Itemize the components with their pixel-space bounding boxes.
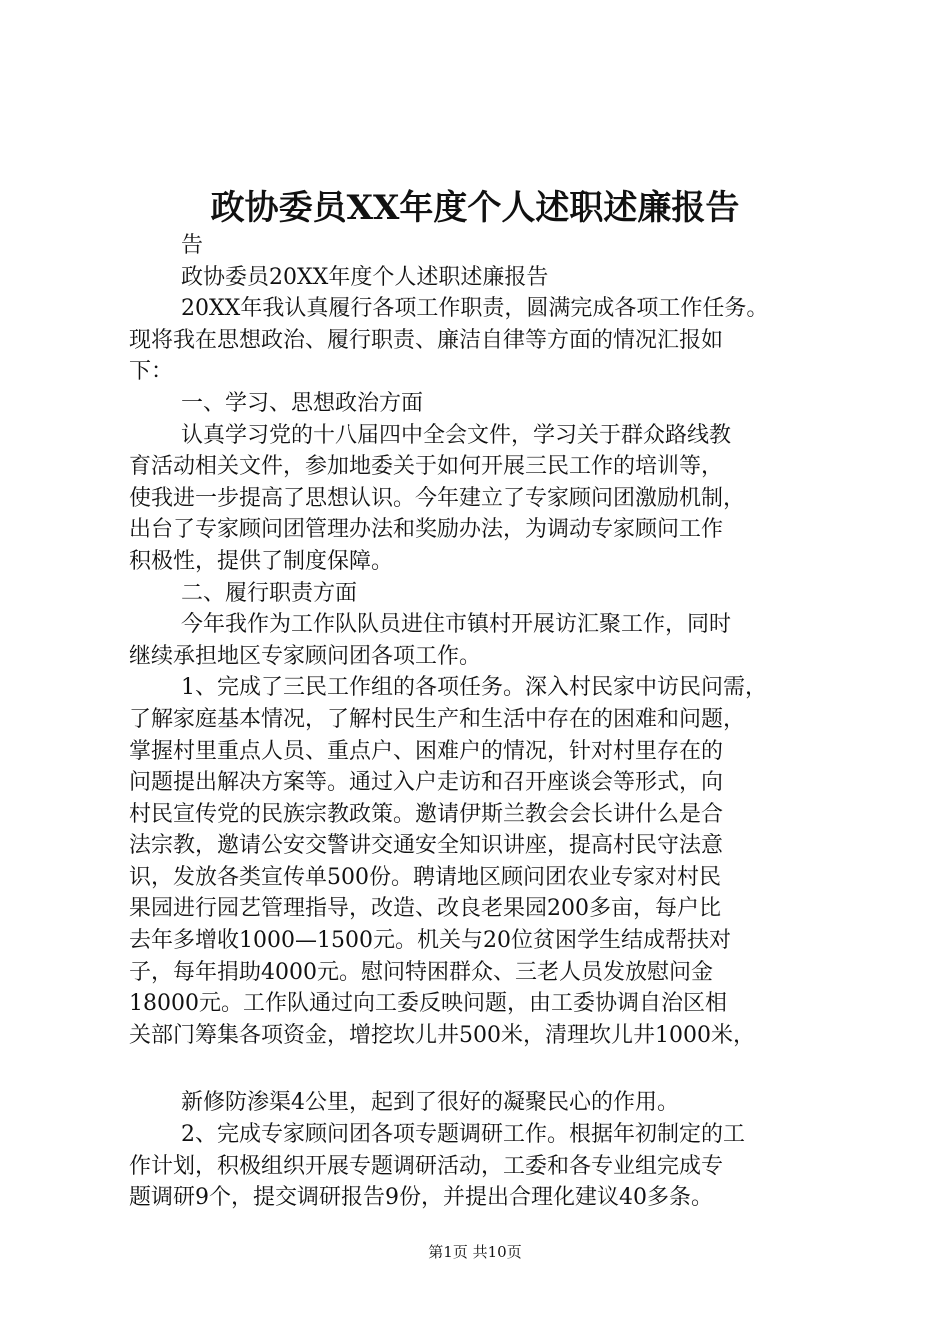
paragraph-line: 现将我在思想政治、履行职责、廉洁自律等方面的情况汇报如 — [129, 327, 724, 353]
paragraph-line: 下： — [129, 359, 174, 385]
paragraph-line: 了解家庭基本情况，了解村民生产和生活中存在的困难和问题， — [129, 706, 746, 732]
section-heading: 一、学习、思想政治方面 — [181, 390, 424, 416]
page-number-footer: 第1页 共10页 — [428, 1243, 522, 1261]
paragraph-gap — [129, 1051, 851, 1087]
paragraph-line: 果园进行园艺管理指导，改造、改良老果园200多亩，每户比 — [129, 896, 721, 922]
paragraph-line: 今年我作为工作队队员进住市镇村开展访汇聚工作，同时 — [181, 612, 732, 638]
paragraph-line: 法宗教，邀请公安交警讲交通安全知识讲座，提高村民守法意 — [129, 833, 724, 859]
paragraph-line: 20XX年我认真履行各项工作职责，圆满完成各项工作任务。 — [181, 296, 769, 322]
paragraph-line: 识，发放各类宣传单500份。聘请地区顾问团农业专家对村民 — [129, 864, 721, 890]
paragraph-line: 认真学习党的十八届四中全会文件，学习关于群众路线教 — [181, 422, 732, 448]
paragraph-line: 子，每年捐助4000元。慰问特困群众、三老人员发放慰问金 — [129, 959, 713, 985]
document-title: 政协委员XX年度个人述职述廉报告 — [210, 188, 740, 228]
paragraph-line: 继续承担地区专家顾问团各项工作。 — [129, 643, 482, 669]
paragraph-line: 去年多增收1000—1500元。机关与20位贫困学生结成帮扶对 — [129, 928, 731, 954]
paragraph-line: 新修防渗渠4公里，起到了很好的凝聚民心的作用。 — [181, 1090, 679, 1116]
paragraph-line: 村民宣传党的民族宗教政策。邀请伊斯兰教会会长讲什么是合 — [129, 801, 724, 827]
paragraph-line: 1、完成了三民工作组的各项任务。深入村民家中访民问需， — [181, 675, 767, 701]
paragraph-line: 2、完成专家顾问团各项专题调研工作。根据年初制定的工 — [181, 1122, 745, 1148]
paragraph-line: 积极性，提供了制度保障。 — [129, 548, 394, 574]
paragraph-line: 政协委员20XX年度个人述职述廉报告 — [181, 264, 549, 290]
paragraph-line: 题调研9个，提交调研报告9份，并提出合理化建议40多条。 — [129, 1185, 713, 1211]
paragraph-line: 掌握村里重点人员、重点户、困难户的情况，针对村里存在的 — [129, 738, 724, 764]
paragraph-line: 告 — [181, 233, 204, 258]
section-heading: 二、履行职责方面 — [181, 580, 358, 606]
paragraph-line: 使我进一步提高了思想认识。今年建立了专家顾问团激励机制， — [129, 485, 746, 511]
paragraph-line: 育活动相关文件，参加地委关于如何开展三民工作的培训等， — [129, 454, 724, 480]
paragraph-line: 18000元。工作队通过向工委反映问题，由工委协调自治区相 — [129, 991, 727, 1017]
document-body — [129, 230, 851, 1214]
paragraph-line: 作计划，积极组织开展专题调研活动，工委和各专业组完成专 — [129, 1153, 724, 1179]
paragraph-line: 出台了专家顾问团管理办法和奖励办法，为调动专家顾问工作 — [129, 517, 724, 543]
paragraph-line: 关部门筹集各项资金，增挖坎儿井500米，清理坎儿井1000米， — [129, 1022, 755, 1048]
paragraph-line: 问题提出解决方案等。通过入户走访和召开座谈会等形式，向 — [129, 770, 724, 796]
